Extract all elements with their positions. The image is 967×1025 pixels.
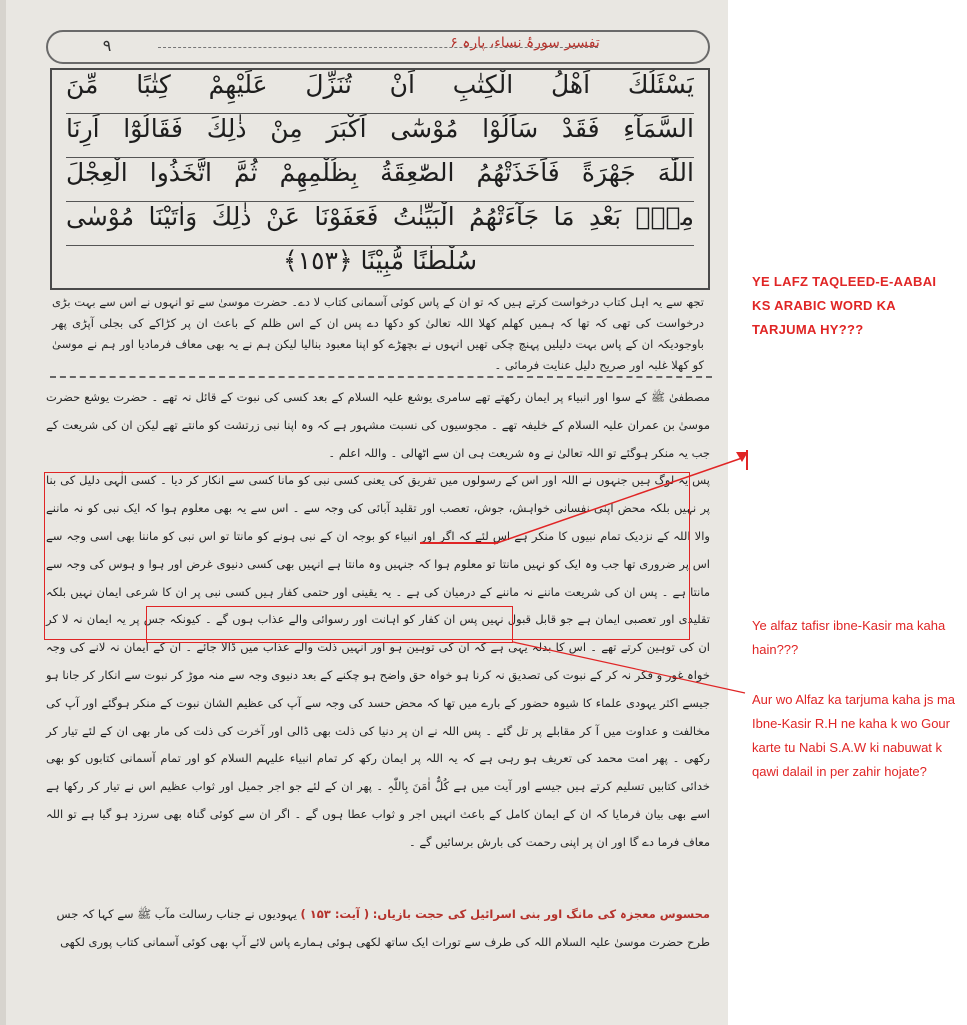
annotation-note-1: YE LAFZ TAQLEED-E-AABAI KS ARABIC WORD KA TARJUMA HY??? [752, 274, 937, 337]
section-text: یہودیوں نے جناب رسالت مآب ﷺ سے کہا کہ جس طرح حضرت موسیٰ علیہ السلام اللہ کی طرف سے تورات ایک ساتھ لکھی ہوئی ہمارے پاس لائے آپ بھی کوئی آسمانی کتاب پوری لکھی [56, 907, 710, 949]
verse-line: سُلْطٰنًا مُّبِيْنًا ﴿١٥٣﴾ [282, 246, 478, 275]
annotation-note-3: Aur wo Alfaz ka tarjuma kaha js ma Ibne-Kasir R.H ne kaha k wo Gour karte tu Nabi S.A.W ki nabuwat k qawi dalail in per zahir hojate? [752, 692, 956, 779]
verse-translation: تجھ سے یہ اہل کتاب درخواست کرتے ہیں کہ تو ان کے پاس کوئی آسمانی کتاب لا دے۔ حضرت موسیٰ سے تو انہوں نے اس سے بہت بڑی درخواست کی تھی کہ تھا کہ ہمیں کھلم کھلا اللہ تعالیٰ کو دکھا دے پس ان کے اس ظلم کے باعث ان پر کڑاکے کی بجلی آپڑی پھر باوجودیکہ ان کے پاس بہت دلیلیں پہنچ چکی تھیں انہوں نے بچھڑے کو اپنا معبود بنالیا لیکن ہم نے یہ بھی معاف فرمادیا اور ہم نے موسیٰ کو کھلا غلبہ اور صریح دلیل عنایت فرمائی ۔ [52, 295, 704, 372]
verse-line: السَّمَآءِ فَقَدْ سَاَلُوْا مُوْسٰٓى اَكْبَرَ مِنْ ذٰلِكَ فَقَالُوْٓا اَرِنَا [66, 114, 694, 158]
commentary-paragraph: پس یہ لوگ ہیں جنہوں نے اللہ اور اس کے رسولوں میں تفریق کی یعنی کسی نبی کو مانا کسی سے انکار کر دیا ۔ کسی الٰہی دلیل کی بنا پر نہیں بلکہ محض اپنی نفسانی خواہش، جوش، تعصب اور تقلید آبائی کی وجہ سے ۔ اس سے یہ بھی معلوم ہوا کہ ایک نبی کو نہ ماننے والا اللہ کے نزدیک تمام نبیوں کا منکر ہے اس لئے کہ اگر اور انبیاء کو بوجہ ان کے نبی ہونے کو مانتا تو اس نبی کو ماننا بھی اسی وجہ سے اس پر ضروری تھا جب وہ ایک کو نہیں مانتا تو معلوم ہوا کہ جنہیں وہ مانتا ہے انہیں بھی کسی دنیوی غرض اور ہوا و ہوس کی وجہ سے مانتا ہے ۔ پس ان کی شریعت ماننے نہ ماننے کے درمیان کی ہے ۔ یہ یقینی اور حتمی کفار ہیں کسی نبی پر ان کا شرعی ایمان نہیں بلکہ تقلیدی اور تعصبی ایمان ہے جو قابل قبول نہیں پس ان کفار کو اہانت اور رسوائی والے عذاب ہوں گے ۔ کیونکہ جس پر یہ ایمان نہ لا کر ان کی توہین کرتے تھے ۔ اس کا بدلہ یہی ہے کہ ان کی توہین ہو اور انہیں ذلت والے عذاب میں ڈالا جائے ۔ ان کے ایمان نہ لانے کی وجہ خواہ غور و فکر نہ کر کے نبوت کی تصدیق نہ کرنا ہو خواہ حق واضح ہو چکنے کے بعد دنیوی وجہ سے منہ موڑ کر نبوت سے انکار کر جانا ہو جیسے اکثر یہودی علماء کا شیوہ حضور کے بارے میں تھا کہ محض حسد کی وجہ سے آپ کی عظیم الشان نبوت کے منکر ہوگئے اور آپ کی مخالفت و عداوت میں آ کر مقابلے پر تل گئے ۔ پس اللہ نے ان پر دنیا کی ذلت بھی ڈالی اور آخرت کی ذلت کی مار بھی ان کے لئے تیار کر رکھی ۔ پھر امت محمد کی تعریف ہو رہی ہے کہ یہ اللہ پر ایمان رکھ کر تمام انبیاء علیہم السلام کو اور تمام آسمانی کتابوں کو بھی خدائی کتابیں تسلیم کرتے ہیں جیسے اور آیت میں ہے کُلٌّ اٰمَنَ بِاللّٰہِ ۔ پھر ان کے لئے جو اجر جمیل اور ثواب عظیم اس نے تیار کر رکھا ہے اسے بھی بیان فرمایا کہ ان کے ایمان کامل کے باعث انہیں اجر و ثواب عطا ہوں گے ۔ اگر ان سے کوئی گناہ بھی سرزد ہو گیا ہے تو اللہ معاف فرما دے گا اور ان پر اپنی رحمت کی بارش برسائیں گے ۔ [46, 473, 710, 849]
verse-line: اللّٰهَ جَهْرَةً فَاَخَذَتْهُمُ الصّٰعِقَةُ بِظُلْمِهِمْ ثُمَّ اتَّخَذُوا الْعِجْلَ [66, 158, 694, 202]
annotation-note-2: Ye alfaz tafisr ibne-Kasir ma kaha hain??? [752, 618, 946, 657]
verse-line: يَسْئَلُكَ اَهْلُ الْكِتٰبِ اَنْ تُنَزِّلَ عَلَيْهِمْ كِتٰبًا مِّنَ [66, 70, 694, 114]
arrow-line-to-note [494, 458, 742, 544]
running-head: تفسیر سورۂ نساء، پارہ ۶ [450, 35, 600, 51]
page-number: ۹ [102, 36, 112, 55]
verse-line: مِنْۢ بَعْدِ مَا جَآءَتْهُمُ الْبَيِّنٰتُ فَعَفَوْنَا عَنْ ذٰلِكَ وَاٰتَيْنَا مُوْسٰى [66, 202, 694, 246]
section-heading: محسوس معجزہ کی مانگ اور بنی اسرائیل کی حجت بازیاں: [372, 907, 710, 921]
commentary-paragraph: مصطفیٰ ﷺ کے سوا اور انبیاء پر ایمان رکھتے تھے سامری یوشع علیہ السلام کے بعد کسی کی نبوت کے قائل نہ تھے ۔ حضرت یوشع حضرت موسیٰ بن عمران علیہ السلام کے خلیفہ تھے ۔ مجوسیوں کی نسبت مشہور ہے کہ وہ اپنا نبی زرتشت کو مانتے تھے لیکن ان کی شریعت کے جب یہ منکر ہوگئے تو اللہ تعالیٰ نے وہ شریعت ہی ان سے اٹھالی ۔ واللہ اعلم ۔ [46, 390, 710, 460]
pointer-line-to-note [513, 642, 745, 693]
verse-reference: ( آیت: ۱۵۳ ) [300, 907, 370, 921]
